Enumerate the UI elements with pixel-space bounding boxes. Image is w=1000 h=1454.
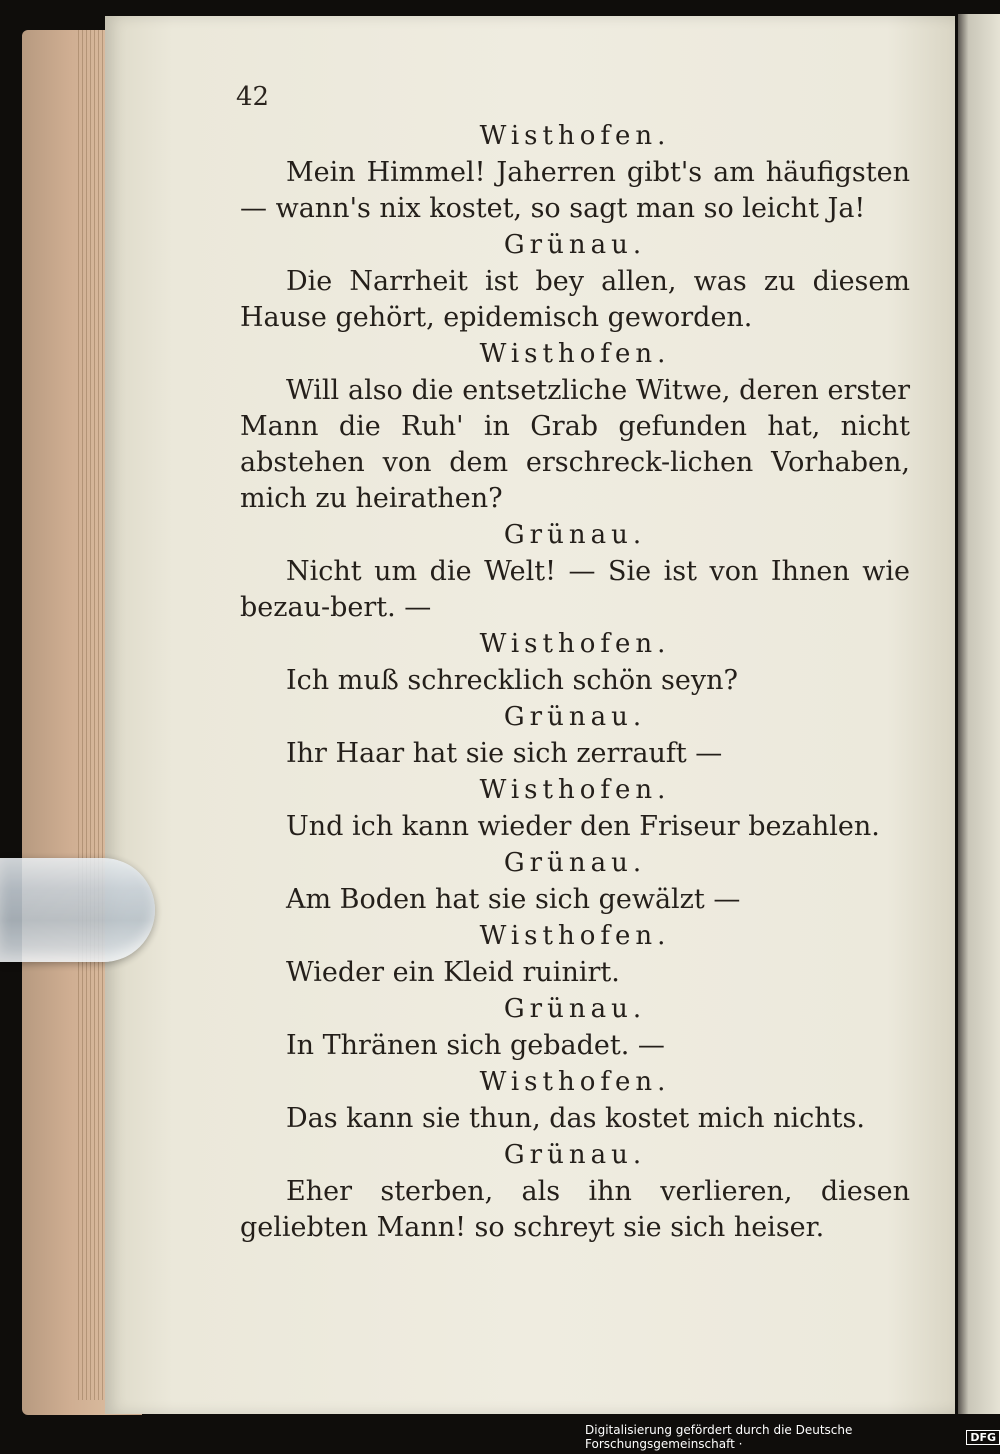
dialogue-line: Die Narrheit ist bey allen, was zu diesem Hause gehört, epidemisch geworden. bbox=[240, 266, 910, 333]
dialogue-line: In Thränen sich gebadet. — bbox=[286, 1030, 665, 1061]
speaker-name: Wisthofen. bbox=[479, 121, 671, 151]
speaker-name: Grünau. bbox=[503, 848, 647, 878]
dfg-logo: DFG bbox=[966, 1430, 1000, 1445]
page-text bbox=[240, 118, 910, 1246]
speaker-name: Wisthofen. bbox=[479, 339, 671, 369]
speaker-name: Wisthofen. bbox=[479, 629, 671, 659]
speaker-name: Grünau. bbox=[503, 702, 647, 732]
page-clip bbox=[0, 858, 155, 962]
dialogue-line: Am Boden hat sie sich gewälzt — bbox=[286, 884, 741, 915]
dialogue-line: Will also die entsetzliche Witwe, deren erster Mann die Ruh' in Grab gefunden hat, nicht abstehen von dem erschreck-lichen Vorhaben, mich zu heirathen? bbox=[240, 375, 910, 514]
speaker-name: Grünau. bbox=[503, 520, 647, 550]
speaker-name: Grünau. bbox=[503, 994, 647, 1024]
speaker-name: Wisthofen. bbox=[479, 921, 671, 951]
dialogue-line: Und ich kann wieder den Friseur bezahlen. bbox=[286, 811, 880, 842]
footer-credit: Digitalisierung gefördert durch die Deutsche Forschungsgemeinschaft · bbox=[585, 1423, 853, 1451]
dialogue-line: Das kann sie thun, das kostet mich nichts. bbox=[286, 1103, 865, 1134]
dialogue-line: Mein Himmel! Jaherren gibt's am häufigsten — wann's nix kostet, so sagt man so leicht Ja! bbox=[240, 157, 910, 224]
speaker-name: Wisthofen. bbox=[479, 775, 671, 805]
dialogue-line: Eher sterben, als ihn verlieren, diesen geliebten Mann! so schreyt sie sich heiser. bbox=[240, 1176, 910, 1243]
dialogue-line: Wieder ein Kleid ruinirt. bbox=[286, 957, 620, 988]
speaker-name: Wisthofen. bbox=[479, 1067, 671, 1097]
footer bbox=[585, 1423, 1000, 1451]
speaker-name: Grünau. bbox=[503, 230, 647, 260]
page-number: 42 bbox=[236, 82, 270, 112]
dialogue-line: Ich muß schrecklich schön seyn? bbox=[286, 665, 739, 696]
speaker-name: Grünau. bbox=[503, 1140, 647, 1170]
adjacent-page-edge bbox=[958, 14, 1000, 1414]
dialogue-line: Nicht um die Welt! — Sie ist von Ihnen wie bezau-bert. — bbox=[240, 556, 910, 623]
dialogue-line: Ihr Haar hat sie sich zerrauft — bbox=[286, 738, 723, 769]
page-stack-lines bbox=[78, 30, 108, 1400]
